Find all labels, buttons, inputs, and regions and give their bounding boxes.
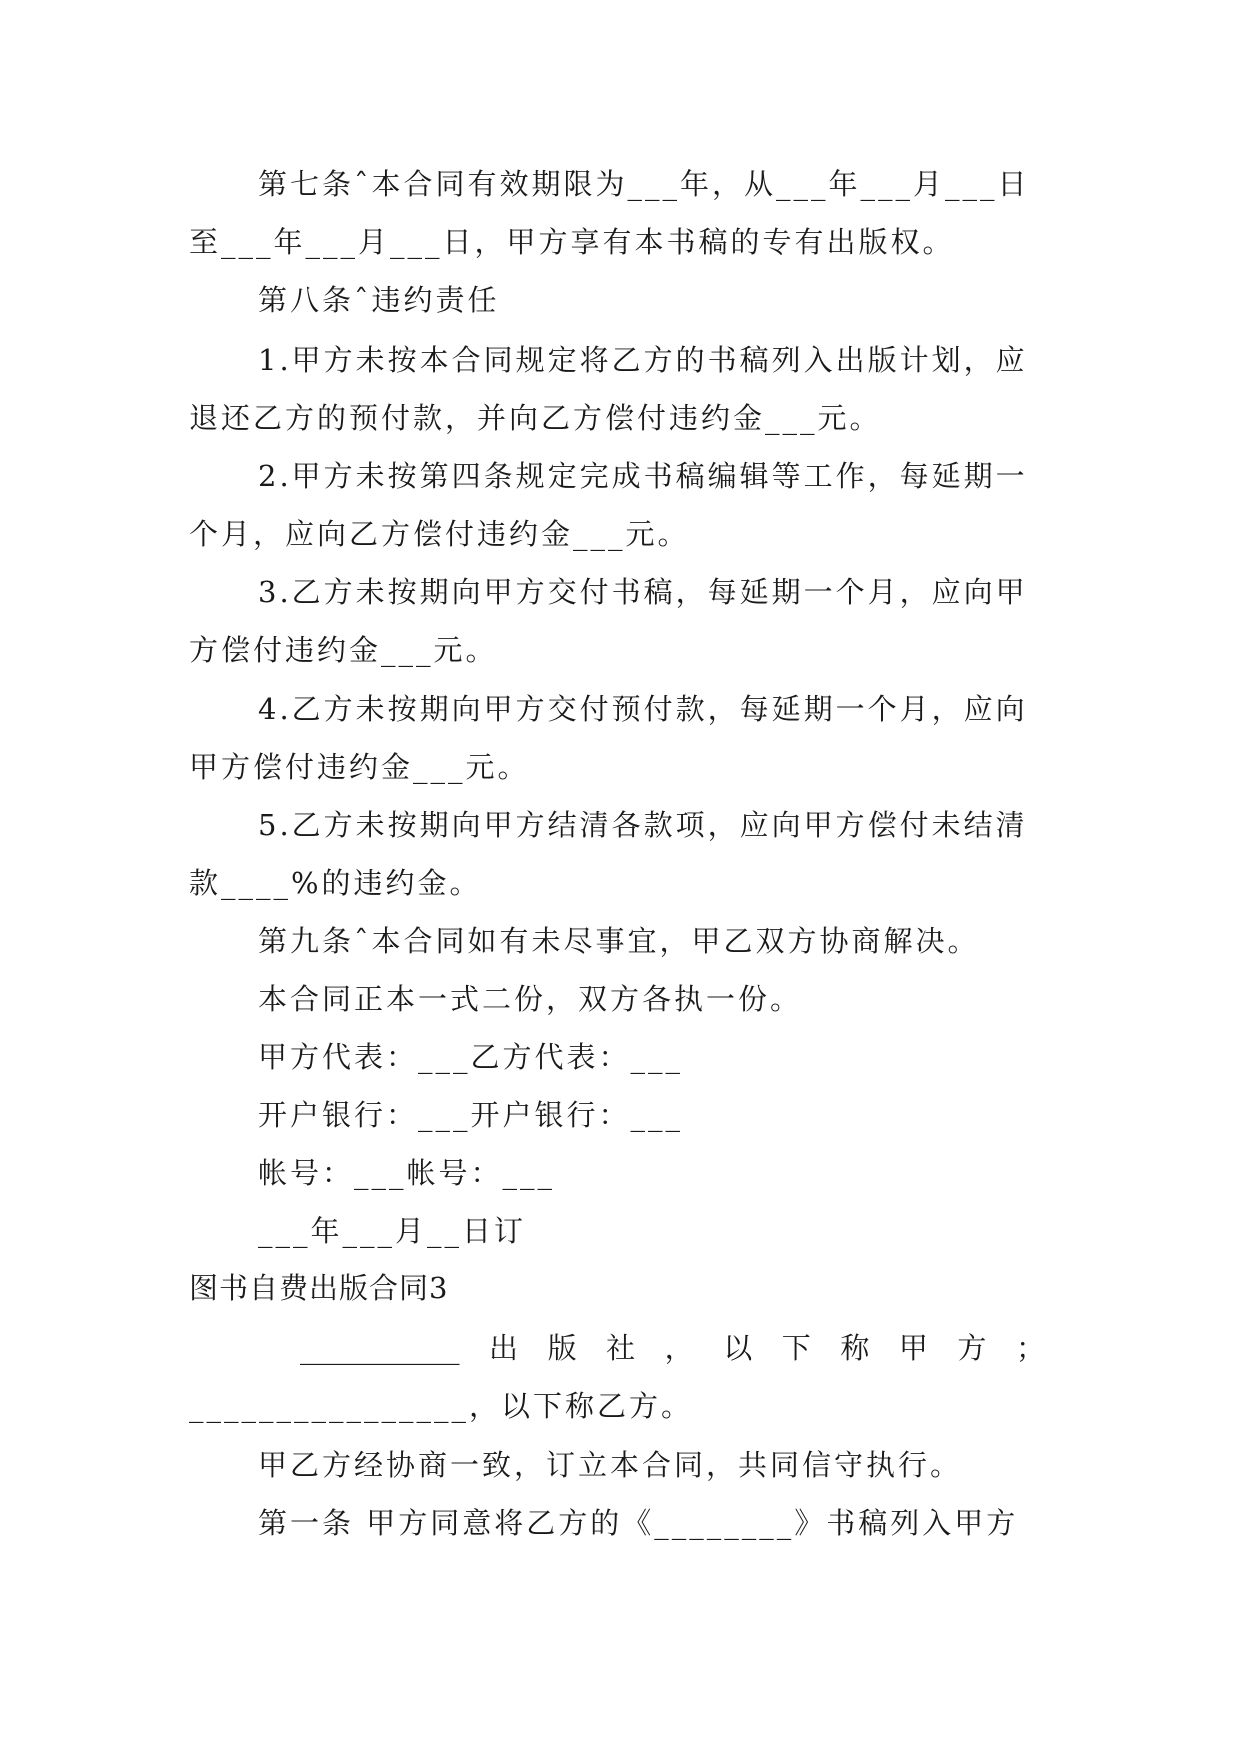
text-char: 甲 — [898, 1331, 928, 1365]
clause-1-line-1: 1.甲方未按本合同规定将乙方的书稿列入出版计划，应 — [258, 343, 1028, 377]
text-char: 称 — [840, 1331, 870, 1365]
text-char: 版 — [547, 1331, 577, 1365]
contract-title: 图书自费出版合同3 — [189, 1271, 449, 1305]
text-char: 方 — [957, 1331, 987, 1365]
clause-5-line-2: 款____%的违约金。 — [189, 866, 482, 900]
agreement-statement: 甲乙方经协商一致，订立本合同，共同信守执行。 — [258, 1448, 963, 1482]
article-1-line: 第一条 甲方同意将乙方的《________》书稿列入甲方 — [258, 1506, 1019, 1540]
publisher-blank: ___________ — [300, 1331, 460, 1365]
text-char: ； — [1015, 1331, 1045, 1365]
author-party-line: ________________，以下称乙方。 — [189, 1389, 694, 1423]
article-9: 第九条ˆ本合同如有未尽事宜，甲乙双方协商解决。 — [258, 924, 980, 958]
signing-date: ___年___月__日订 — [258, 1214, 527, 1248]
text-char: 社 — [606, 1331, 636, 1365]
text-char: 以 — [723, 1331, 753, 1365]
clause-3-line-1: 3.乙方未按期向甲方交付书稿，每延期一个月，应向甲 — [258, 575, 1028, 609]
publisher-party-line — [300, 1328, 1045, 1368]
text-char: ， — [664, 1331, 694, 1365]
account-line: 帐号：___帐号：___ — [258, 1156, 556, 1190]
text-char: 出 — [489, 1331, 519, 1365]
clause-4-line-2: 甲方偿付违约金___元。 — [189, 750, 530, 784]
article-7-line-1: 第七条ˆ本合同有效期限为___年，从___年___月___日 — [258, 167, 1030, 201]
clause-2-line-1: 2.甲方未按第四条规定完成书稿编辑等工作，每延期一 — [258, 459, 1028, 493]
clause-5-line-1: 5.乙方未按期向甲方结清各款项，应向甲方偿付未结清 — [258, 808, 1028, 842]
clause-2-line-2: 个月，应向乙方偿付违约金___元。 — [189, 517, 690, 551]
copies-statement: 本合同正本一式二份，双方各执一份。 — [258, 982, 803, 1016]
representatives-line: 甲方代表：___乙方代表：___ — [258, 1040, 684, 1074]
clause-1-line-2: 退还乙方的预付款，并向乙方偿付违约金___元。 — [189, 401, 882, 435]
bank-line: 开户银行：___开户银行：___ — [258, 1098, 684, 1132]
text-char: 下 — [781, 1331, 811, 1365]
article-8-heading: 第八条ˆ违约责任 — [258, 283, 500, 317]
clause-3-line-2: 方偿付违约金___元。 — [189, 633, 498, 667]
article-7-line-2: 至___年___月___日，甲方享有本书稿的专有出版权。 — [189, 225, 955, 259]
clause-4-line-1: 4.乙方未按期向甲方交付预付款，每延期一个月，应向 — [258, 692, 1028, 726]
